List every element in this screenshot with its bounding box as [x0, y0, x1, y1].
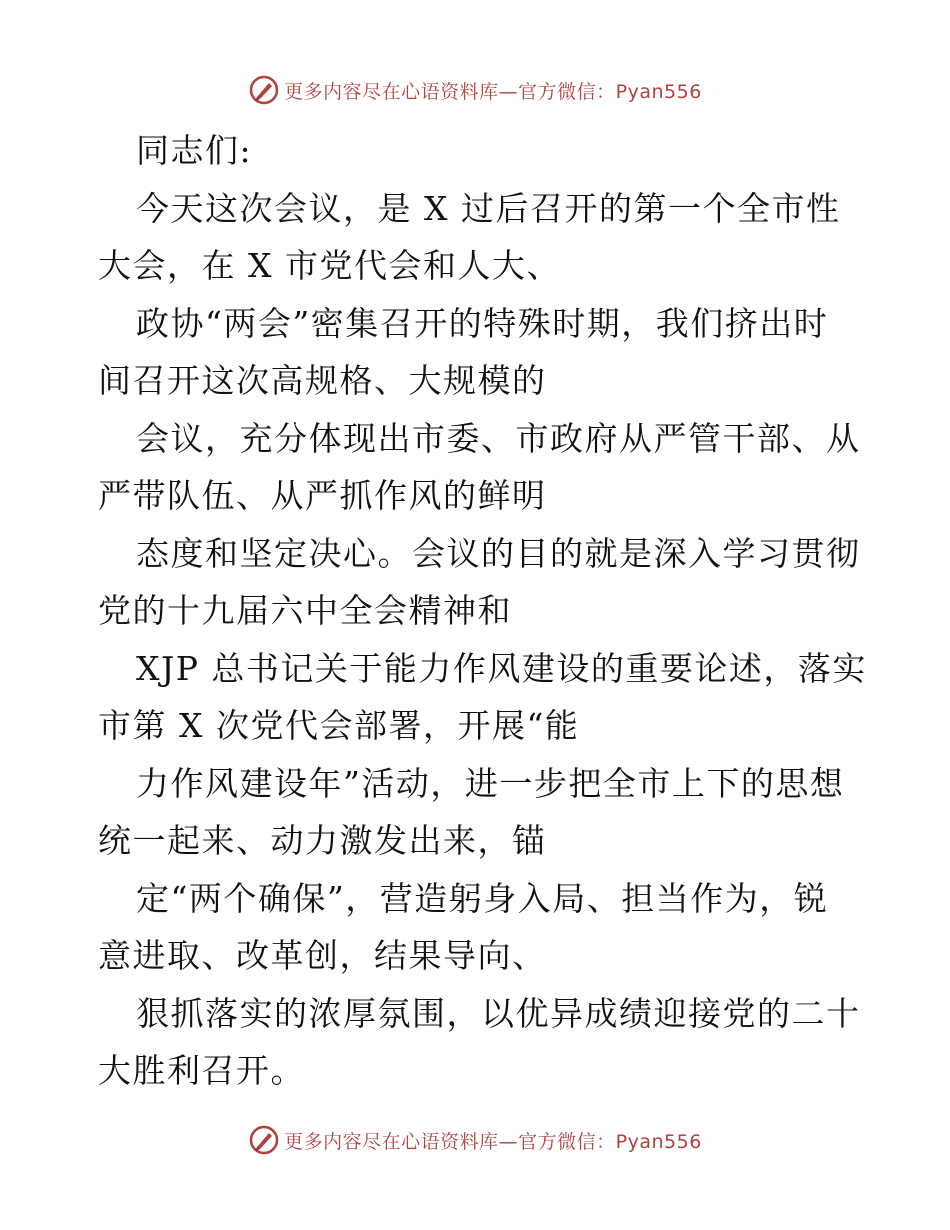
- paragraph-line: 市第 X 次党代会部署，开展“能: [98, 706, 580, 745]
- paragraph-line: 会议，充分体现出市委、市政府从严管干部、从: [136, 418, 861, 458]
- paragraph-line: 定“两个确保”，营造躬身入局、担当作为，锐: [136, 878, 829, 918]
- paragraph-line: 态度和坚定决心。会议的目的就是深入学习贯彻: [136, 533, 861, 573]
- paragraph-line: 大胜利召开。: [98, 1051, 305, 1090]
- paragraph-line: 政协“两会”密集召开的特殊时期，我们挤出时: [136, 303, 829, 343]
- paragraph-line: 狠抓落实的浓厚氛围，以优异成绩迎接党的二十: [136, 993, 861, 1033]
- paragraph-line: 意进取、改革创，结果导向、: [98, 936, 547, 975]
- header-banner: [0, 70, 950, 110]
- pen-logo-icon: [248, 1124, 280, 1156]
- document-body: [98, 122, 867, 1100]
- paragraph-line: 统一起来、动力激发出来，锚: [98, 821, 547, 860]
- paragraph-line: 同志们:: [136, 131, 253, 170]
- paragraph-line: 大会，在 X 市党代会和人大、: [98, 246, 561, 285]
- paragraph-line: XJP 总书记关于能力作风建设的重要论述，落实: [136, 648, 867, 688]
- paragraph-line: 力作风建设年”活动，进一步把全市上下的思想: [136, 763, 845, 803]
- paragraph-line: 党的十九届六中全会精神和: [98, 591, 512, 630]
- paragraph-line: 严带队伍、从严抓作风的鲜明: [98, 476, 547, 515]
- footer-banner-text: 更多内容尽在心语资料库—官方微信：Pyan556: [284, 1130, 702, 1153]
- paragraph-line: 间召开这次高规格、大规模的: [98, 361, 547, 400]
- header-banner-text: 更多内容尽在心语资料库—官方微信：Pyan556: [284, 80, 702, 103]
- paragraph-line: 今天这次会议，是 X 过后召开的第一个全市性: [136, 188, 841, 228]
- footer-banner: [0, 1120, 950, 1160]
- pen-logo-icon: [248, 74, 280, 106]
